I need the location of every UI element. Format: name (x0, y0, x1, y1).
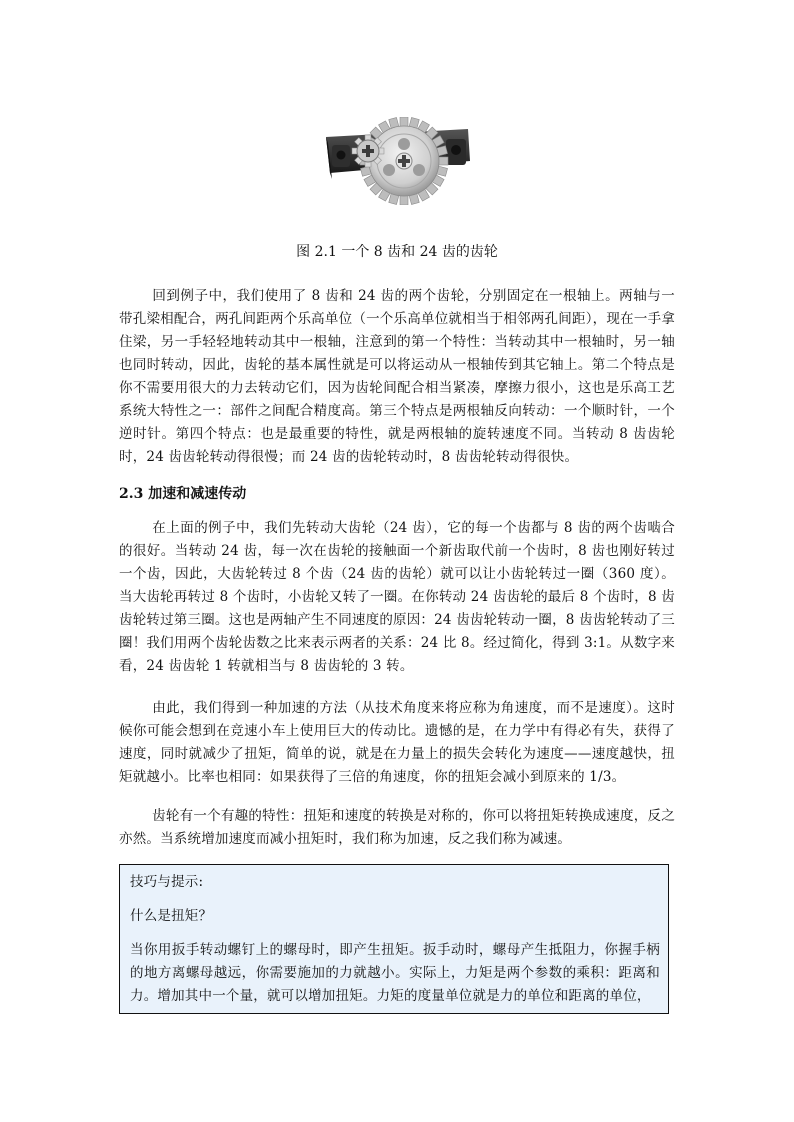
paragraph-3 (119, 697, 675, 789)
gear-figure (318, 117, 476, 205)
gear-illustration (318, 117, 476, 205)
paragraph-2-text: 在上面的例子中，我们先转动大齿轮（24 齿），它的每一个齿都与 8 齿的两个齿啮合的很好。当转动 24 齿，每一次在齿轮的接触面一个新齿取代前一个齿时，8 齿也刚好转过一个齿，因此，大齿轮转过 8 个齿（24 齿的齿轮）就可以让小齿轮转过一圈（360 度）。当大齿轮再转过 8 个齿时，小齿轮又转了一圈。在你转动 24 齿齿轮的最后 8 个齿时，8 齿齿轮转过第三圈。这也是两轴产生不同速度的原因：24 齿齿轮转动一圈，8 齿齿轮转动了三圈！我们用两个齿轮齿数之比来表示两者的关系：24 比 8。经过简化，得到 3:1。从数字来看，24 齿齿轮 1 转就相当与 8 齿齿轮的 3 转。 (119, 520, 675, 674)
tip-body: 当你用扳手转动螺钉上的螺母时，即产生扭矩。扳手动时，螺母产生抵阻力，你握手柄的地方离螺母越远，你需要施加的力就越小。实际上，力矩是两个参数的乘积：距离和力。增加其中一个量，就可以增加扭矩。力矩的度量单位就是力的单位和距离的单位， (130, 942, 660, 1004)
tip-question: 什么是扭矩？ (130, 908, 213, 924)
paragraph-1 (119, 285, 675, 469)
paragraph-3-text: 由此，我们得到一种加速的方法（从技术角度来将应称为角速度，而不是速度）。这时候你可能会想到在竞速小车上使用巨大的传动比。遗憾的是，在力学中有得必有失，获得了速度，同时就减少了扭矩，简单的说，就是在力量上的损失会转化为速度——速度越快，扭矩就越小。比率也相同：如果获得了三倍的角速度，你的扭矩会减小到原来的 1/3。 (119, 700, 675, 785)
small-gear-shape (352, 135, 384, 167)
section-heading: 2.3 加速和减速传动 (119, 486, 247, 502)
paragraph-4-text: 齿轮有一个有趣的特性：扭矩和速度的转换是对称的，你可以将扭矩转换成速度，反之亦然。当系统增加速度而减小扭矩时，我们称为加速，反之我们称为减速。 (119, 808, 675, 847)
tip-box (119, 864, 669, 1014)
paragraph-4 (119, 805, 675, 851)
figure-caption: 图 2.1 一个 8 齿和 24 齿的齿轮 (296, 244, 498, 260)
tip-title: 技巧与提示: (130, 874, 204, 890)
paragraph-1-text: 回到例子中，我们使用了 8 齿和 24 齿的两个齿轮，分别固定在一根轴上。两轴与一带孔梁相配合，两孔间距两个乐高单位（一个乐高单位就相当于相邻两孔间距），现在一手拿住梁，另一手轻轻地转动其中一根轴，注意到的第一个特性：当转动其中一根轴时，另一轴也同时转动，因此，齿轮的基本属性就是可以将运动从一根轴传到其它轴上。第二个特点是你不需要用很大的力去转动它们，因为齿轮间配合相当紧凑，摩擦力很小，这也是乐高工艺系统大特性之一：部件之间配合精度高。第三个特点是两根轴反向转动：一个顺时针，一个逆时针。第四个特点：也是最重要的特性，就是两根轴的旋转速度不同。当转动 8 齿齿轮时，24 齿齿轮转动得很慢；而 24 齿的齿轮转动时，8 齿齿轮转动得很快。 (119, 288, 675, 465)
paragraph-2 (119, 517, 675, 678)
